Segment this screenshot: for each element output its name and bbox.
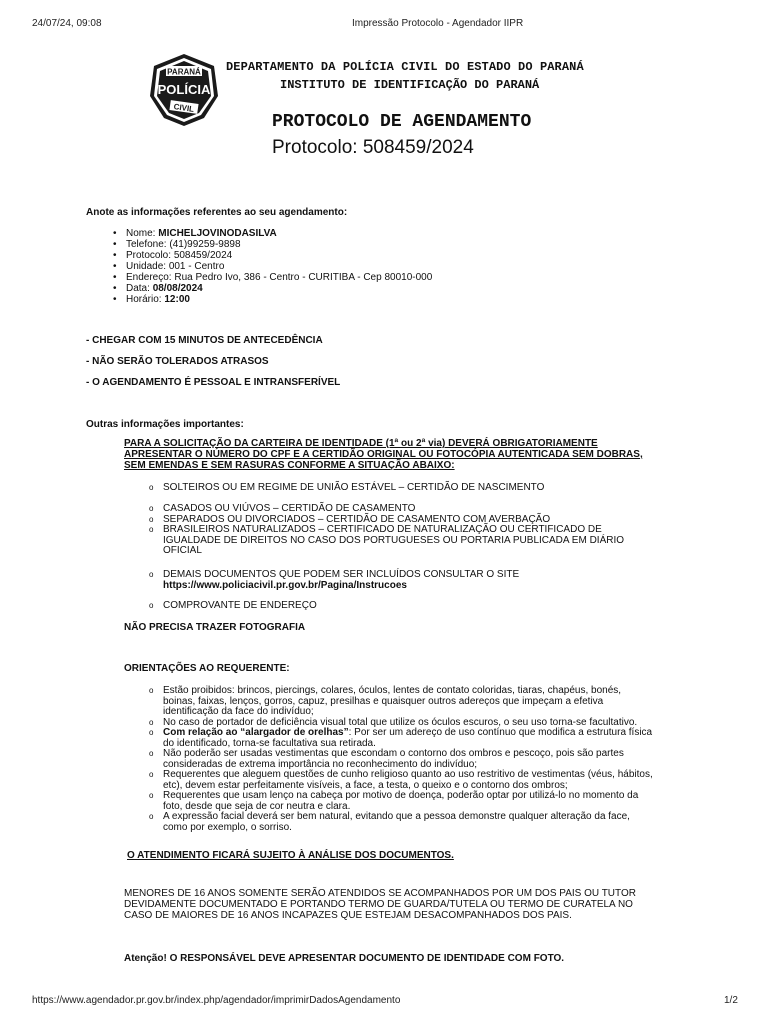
department-name: DEPARTAMENTO DA POLÍCIA CIVIL DO ESTADO DO PARANÁ (226, 60, 584, 74)
doc-others: o DEMAIS DOCUMENTOS QUE PODEM SER INCLUÍDOS CONSULTAR O SITE https://www.policiacivil.pr.gov.br/Pagina/Instrucoes (163, 570, 519, 591)
documents-list-3 (163, 570, 519, 591)
doc-address-proof: o COMPROVANTE DE ENDEREÇO (163, 601, 317, 612)
documents-list-2 (163, 504, 624, 557)
warning-arrive-early: - CHEGAR COM 15 MINUTOS DE ANTECEDÊNCIA (86, 335, 323, 346)
institute-name: INSTITUTO DE IDENTIFICAÇÃO DO PARANÁ (280, 78, 540, 92)
documents-list-4 (163, 601, 317, 612)
info-time: • Horário: 12:00 (126, 294, 432, 305)
orient-ear-stretcher: o Com relação ao “alargador de orelhas”: Por ser um adereço de uso contínuo que modifica a estrutura física do identificado, torna-se facultativa sua retirada. (163, 728, 653, 749)
warning-no-delays: - NÃO SERÃO TOLERADOS ATRASOS (86, 356, 269, 367)
info-protocol: • Protocolo: 508459/2024 (126, 250, 432, 261)
attention-notice: Atenção! O RESPONSÁVEL DEVE APRESENTAR DOCUMENTO DE IDENTIDADE COM FOTO. (124, 953, 565, 964)
logo-top-text: PARANÁ (167, 67, 201, 77)
orient-prohibited: o Estão proibidos: brincos, piercings, colares, óculos, lentes de contato coloridas, tiaras, chapéus, bonés, boinas, faixas, lenços, gorros, capuz, presilhas e quaisquer outros adereços que impeçam a efetiva identificação da face do indivíduo; (163, 686, 653, 718)
orient-visual-impairment: o No caso de portador de deficiência visual total que utilize os óculos escuros, o seu uso torna-se facultativo. (163, 718, 653, 729)
info-phone: • Telefone: (41)99259-9898 (126, 239, 432, 250)
footer-url[interactable]: https://www.agendador.pr.gov.br/index.php/agendador/imprimirDadosAgendamento (32, 995, 401, 1006)
print-title: Impressão Protocolo - Agendador IIPR (352, 18, 524, 29)
appointment-info-list (126, 228, 432, 305)
info-name: • Nome: MICHELJOVINODASILVA (126, 228, 432, 239)
page-title: PROTOCOLO DE AGENDAMENTO (272, 112, 532, 132)
no-photo-note: NÃO PRECISA TRAZER FOTOGRAFIA (124, 622, 306, 633)
info-unit: • Unidade: 001 - Centro (126, 261, 432, 272)
doc-naturalized: o BRASILEIROS NATURALIZADOS – CERTIFICADO DE NATURALIZAÇÃO OU CERTIFICADO DE IGUALDADE DE DIREITOS NO CASO DOS PORTUGUESES OU PORTARIA PUBLICADA EM DIÁRIO OFICIAL (163, 525, 624, 557)
orient-shoulders: o Não poderão ser usadas vestimentas que escondam o contorno dos ombros e pescoço, pois são partes consideradas de extrema importância no reconhecimento do indivíduo; (163, 749, 653, 770)
other-info-title: Outras informações importantes: (86, 419, 244, 430)
orient-expression: o A expressão facial deverá ser bem natural, evitando que a pessoa demonstre qualquer alteração da face, como por exemplo, o sorriso. (163, 812, 653, 833)
analysis-notice: O ATENDIMENTO FICARÁ SUJEITO À ANÁLISE DOS DOCUMENTOS. (127, 850, 454, 861)
info-date: • Data: 08/08/2024 (126, 283, 432, 294)
print-datetime: 24/07/24, 09:08 (32, 18, 102, 29)
policia-civil-logo (146, 52, 222, 128)
instructions-link[interactable]: https://www.policiacivil.pr.gov.br/Pagina/Instrucoes (163, 579, 407, 591)
orientations-list (163, 686, 653, 833)
logo-middle-text: POLÍCIA (157, 82, 211, 97)
info-address: • Endereço: Rua Pedro Ivo, 386 - Centro - CURITIBA - Cep 80010-000 (126, 272, 432, 283)
protocol-number: Protocolo: 508459/2024 (272, 137, 474, 158)
doc-single: o SOLTEIROS OU EM REGIME DE UNIÃO ESTÁVEL – CERTIDÃO DE NASCIMENTO (163, 483, 544, 494)
warning-personal: - O AGENDAMENTO É PESSOAL E INTRANSFERÍVEL (86, 377, 341, 388)
page-number: 1/2 (724, 995, 738, 1006)
minors-notice: MENORES DE 16 ANOS SOMENTE SERÃO ATENDIDOS SE ACOMPANHADOS POR UM DOS PAIS OU TUTOR DEVIDAMENTE DOCUMENTADO E PORTANDO TERMO DE GUARDA/TUTELA OU TERMO DE CURATELA NO CASO DE MAIORES DE 16 ANOS INCAPAZES QUE ESTEJAM DESACOMPANHADOS DOS PAIS. (124, 888, 636, 921)
orientations-title: ORIENTAÇÕES AO REQUERENTE: (124, 663, 290, 674)
document-requirements: PARA A SOLICITAÇÃO DA CARTEIRA DE IDENTIDADE (1ª ou 2ª via) DEVERÁ OBRIGATORIAMENTE APRESENTAR O NÚMERO DO CPF E A CERTIDÃO ORIGINAL OU FOTOCÓPIA AUTENTICADA SEM DOBRAS, SEM EMENDAS E SEM RASURAS CONFORME A SITUAÇÃO ABAIXO: (124, 438, 643, 471)
info-intro: Anote as informações referentes ao seu agendamento: (86, 207, 348, 218)
doc-divorced: o SEPARADOS OU DIVORCIADOS – CERTIDÃO DE CASAMENTO COM AVERBAÇÃO (163, 515, 624, 526)
orient-headscarf: o Requerentes que usam lenço na cabeça por motivo de doença, poderão optar por utilizá-lo no momento da foto, desde que seja de cor neutra e clara. (163, 791, 653, 812)
documents-list (163, 483, 544, 494)
doc-married: o CASADOS OU VIÚVOS – CERTIDÃO DE CASAMENTO (163, 504, 624, 515)
logo-bottom-text: CIVIL (173, 102, 195, 114)
orient-religious: o Requerentes que aleguem questões de cunho religioso quanto ao uso restritivo de vestimentas (véus, hábitos, etc), devem estar perfeitamente visíveis, a face, a testa, o queixo e o contorno dos ombros; (163, 770, 653, 791)
